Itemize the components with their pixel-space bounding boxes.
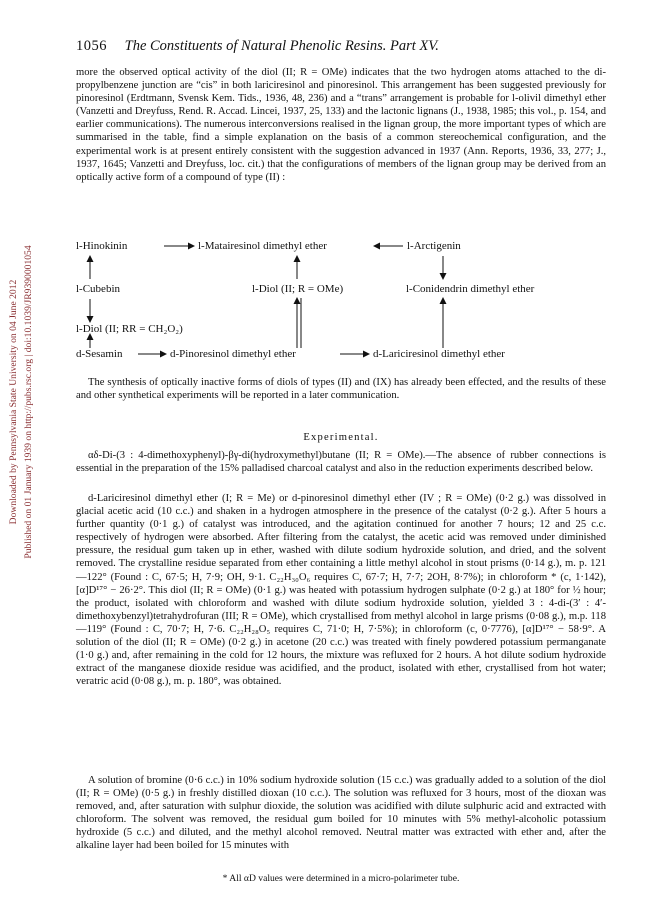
experimental-paragraph-1: αδ-Di-(3 : 4-dimethoxyphenyl)-βγ-di(hydroxymethyl)butane (II; R = OMe).—The absence of rubber connections is essential in the preparation of the 15% palladised charcoal catalyst and also in the reduction experiments described below.: [76, 450, 606, 475]
arctigenin-label: l-Arctigenin: [407, 240, 461, 252]
pinoresinol-label: d-Pinoresinol dimethyl ether: [170, 348, 296, 360]
intro-paragraph: more the observed optical activity of the diol (II; R = OMe) indicates that the two hydrogen atoms attached to the di-propylbenzene junction are “cis” in both lariciresinol and pinoresinol. This arrangement has been suggested previously for pinoresinol (Erdtmann, Svensk Kem. Tids., 1936, 48, 236) and a “trans” arrangement is probable for l-olivil dimethyl ether (Vanzetti and Dreyfuss, Rend. R. Accad. Lincei, 1937, 25, 133) and the lactonic lignans (J., 1938, 1985; this vol., p. 154, and earlier communications). The numerous interconversions realised in the lignan group, the more important types of which are summarised in the table, find a simple explanation on the basis of a common stereochemical configuration, and the experimental work is at present entirely consistent with the suggestion advanced in 1937 (Ann. Reports, 1936, 33, 277; J., 1937, 1645; Vanzetti and Dreyfuss, loc. cit.) that the configurations of members of the lignan group may be derived from an optically active form of a compound of type (II) :: [76, 67, 606, 183]
hinokinin-label: l-Hinokinin: [76, 240, 128, 252]
lariciresinol-label: d-Lariciresinol dimethyl ether: [373, 348, 505, 360]
running-title: The Constituents of Natural Phenolic Resins. Part XV.: [124, 38, 439, 54]
publication-notice: Published on 01 January 1939 on http://pubs.rsc.org | doi:10.1039/JR9390001054: [23, 245, 34, 559]
cubebin-label: l-Cubebin: [76, 283, 120, 295]
matairesinol-label: l-Matairesinol dimethyl ether: [198, 240, 327, 252]
scheme-arrows: [76, 239, 606, 359]
download-notice: Downloaded by Pennsylvania State University on 04 June 2012: [8, 279, 19, 525]
diol-ome-label: l-Diol (II; R = OMe): [252, 283, 344, 295]
lignan-interconversion-scheme: [76, 239, 606, 359]
synthesis-paragraph: The synthesis of optically inactive forms of diols of types (II) and (IX) has already been effected, and the results of these and other synthetical experiments will be reported in a later communication.: [76, 377, 606, 402]
page-header: [76, 37, 606, 55]
sesamin-label: d-Sesamin: [76, 348, 123, 360]
diol-rr-label: l-Diol (II; RR = CH₂O₂): [76, 323, 183, 335]
experimental-paragraph-2: d-Lariciresinol dimethyl ether (I; R = Me) or d-pinoresinol dimethyl ether (IV ; R = OMe) (0·2 g.) was dissolved in glacial acetic acid (10 c.c.) and shaken in a hydrogen atmosphere in the presence of the catalyst (0·2 g.). After 5 hours a further quantity (0·1 g.) of catalyst was introduced, and the agitation continued for another 7 hours; 12 and 25 c.c. respectively of hydrogen were absorbed. After filtering from the catalyst, the acetic acid was removed under diminished pressure, the residual gum taken up in ether, washed with dilute sodium hydroxide solution, and dried, and the solvent removed. The crystalline residue separated from ether containing a little methyl alcohol in stout prisms (0·14 g.), m. p. 121—122° (Found : C, 67·5; H, 7·9; OH, 9·1. C₂₂H₃₀O₆ requires C, 67·7; H, 7·7; 2OH, 8·7%); in chloroform * (c, 1·142), [α]D¹⁷° − 26·2°. This diol (II; R = OMe) (0·1 g.) was heated with potassium hydrogen sulphate (0·2 g.) at 180° for ½ hour; the product, isolated with chloroform and washed with dilute sodium hydroxide solution, yielded 3 : 4-di-(3′ : 4′-dimethoxybenzyl)tetrahydrofuran (III; R = OMe), which crystallised from methyl alcohol in large prisms (0·08 g.), m.p. 118—119° (Found : C, 70·7; H, 7·6. C₂₂H₂₈O₅ requires C, 71·0; H, 7·5%); in chloroform (c, 0·7776), [α]D¹⁷° − 58·9°. A solution of the diol (II; R = OMe) (0·2 g.) in acetone (20 c.c.) was treated with finely powdered potassium permanganate (1·0 g.) and, after remaining in the cold for 12 hours, the mixture was refluxed for 2 hours. A hot dilute sodium hydroxide extract of the manganese dioxide residue was acidified, and the product, isolated with ether, crystallised from hot water; veratric acid (0·08 g.), m. p. 180°, was obtained.: [76, 493, 606, 688]
footnote: * All αD values were determined in a micro-polarimeter tube.: [222, 873, 460, 884]
conidendrin-label: l-Conidendrin dimethyl ether: [406, 283, 535, 295]
section-heading: Experimental.: [303, 432, 379, 443]
page-number: 1056: [76, 38, 107, 54]
experimental-paragraph-3: A solution of bromine (0·6 c.c.) in 10% sodium hydroxide solution (15 c.c.) was gradually added to a solution of the diol (II; R = OMe) (0·5 g.) in freshly distilled dioxan (10 c.c.). The solution was refluxed for 3 hours, most of the dioxan was removed, and, after saturation with sulphur dioxide, the solution was acidified with dilute sulphuric acid and extracted with chloroform. The solvent was removed, the residual gum boiled for 10 minutes with 5% methyl-alcoholic potassium hydroxide (5 c.c.) and diluted, and the methyl alcohol removed. Neutral matter was extracted with ether and, after the alkaline layer had been boiled for 15 minutes with: [76, 775, 606, 852]
